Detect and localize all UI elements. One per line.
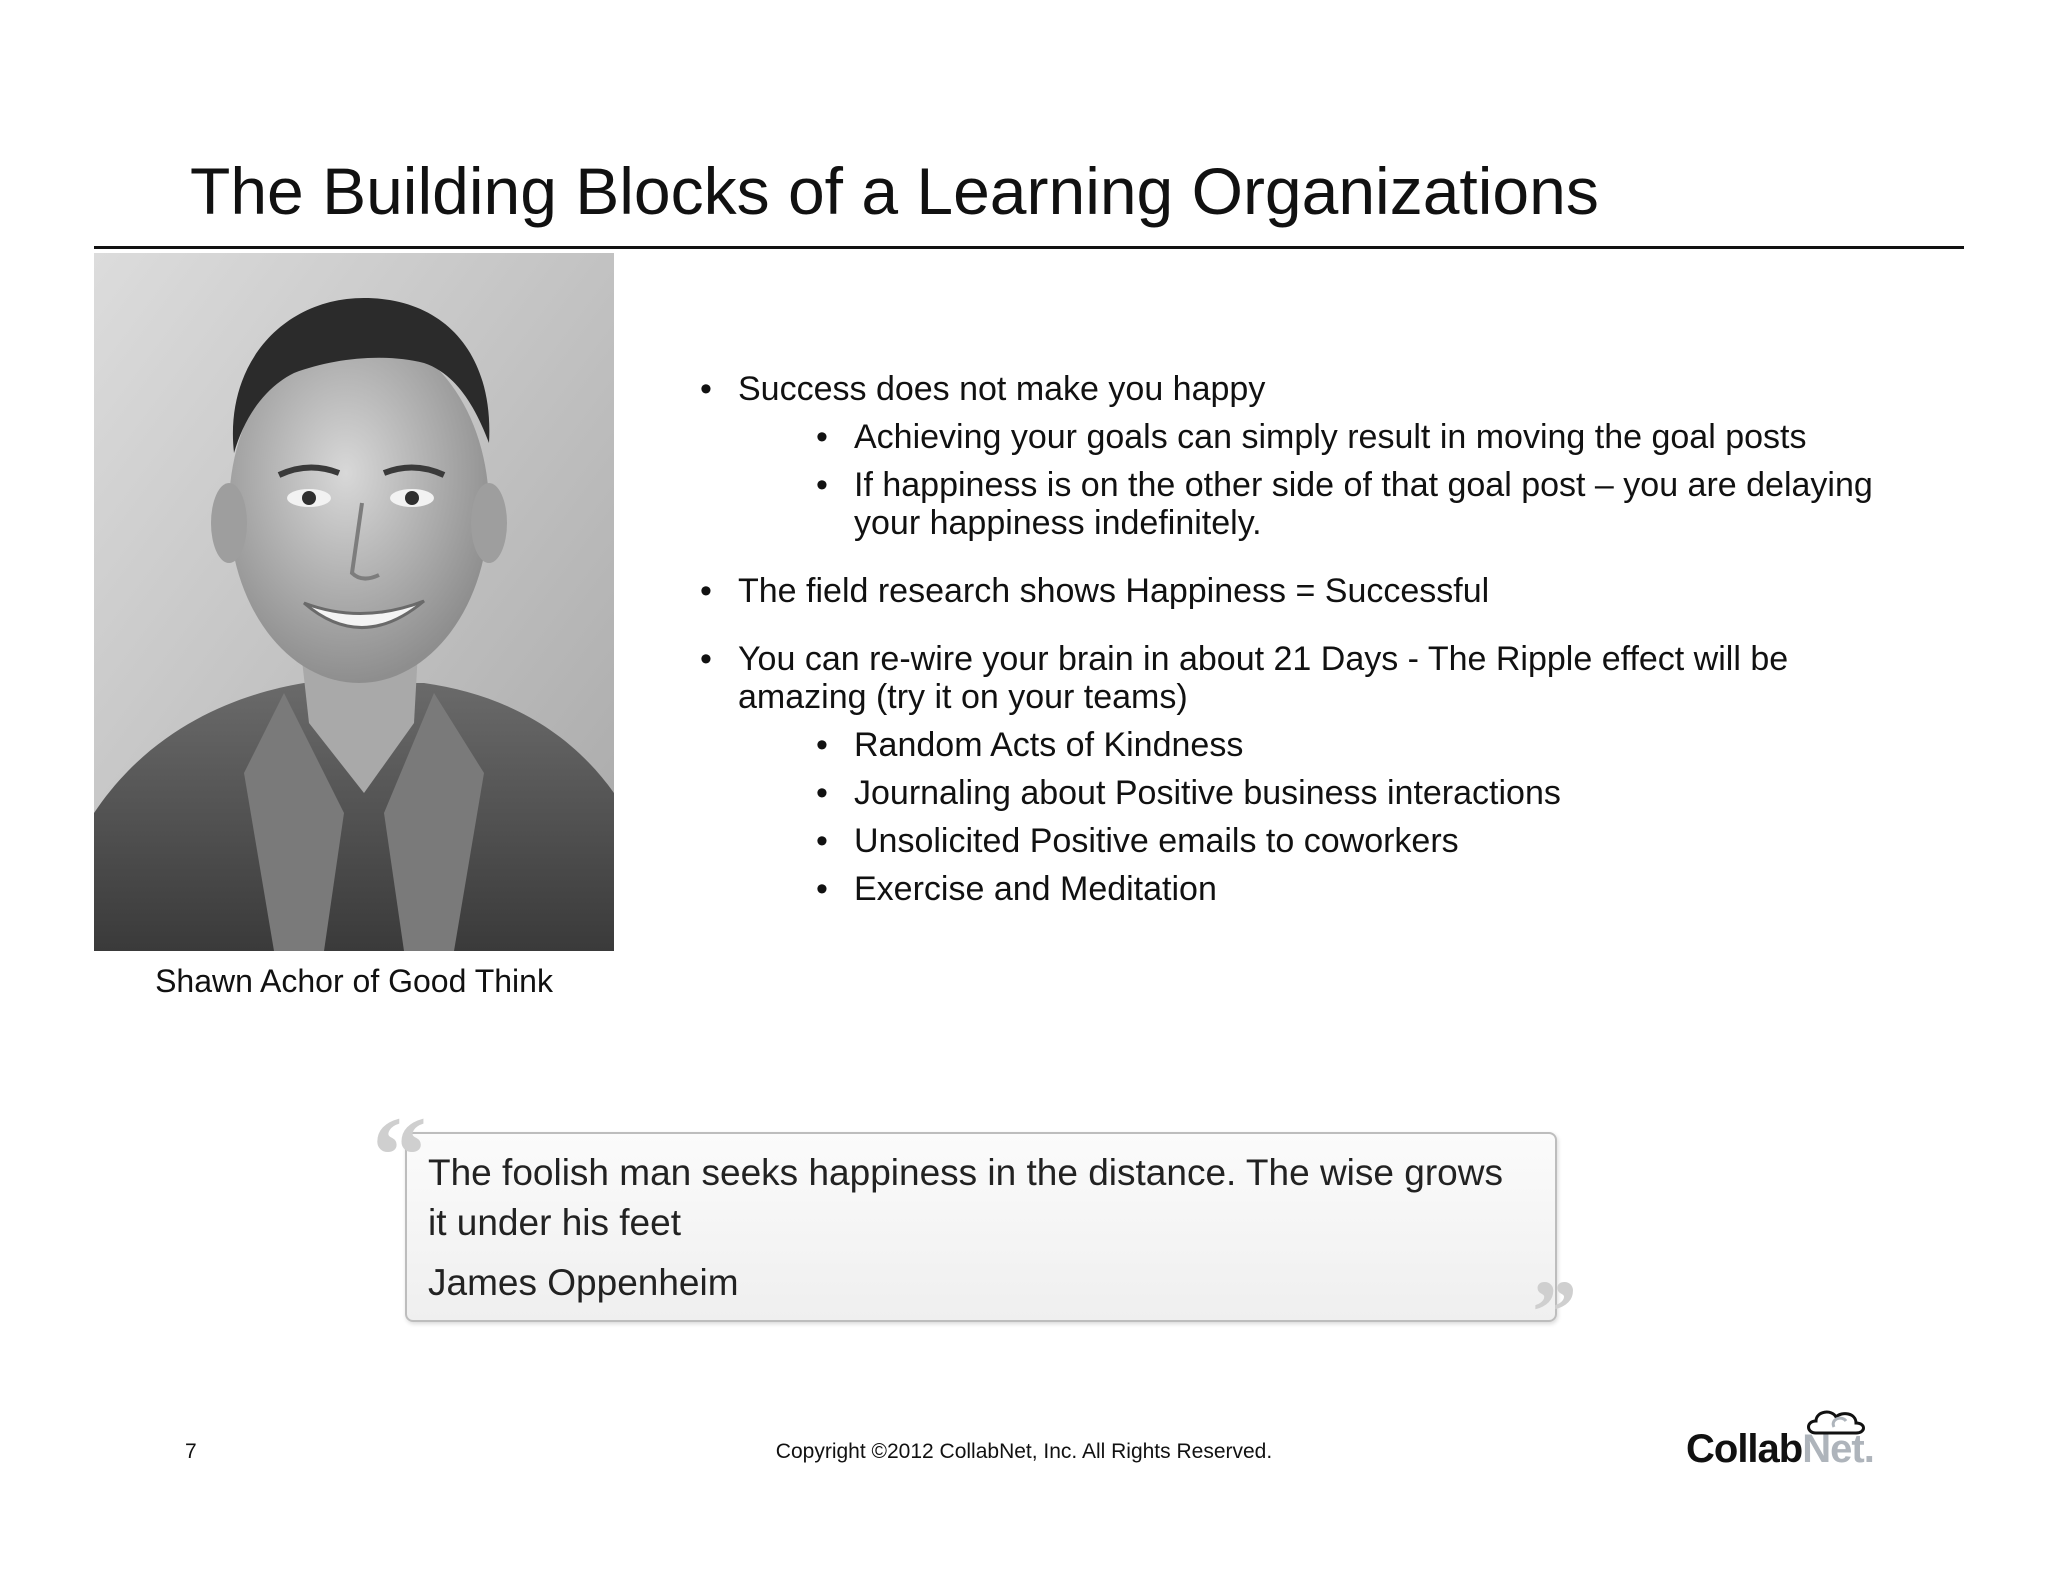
copyright-notice: Copyright ©2012 CollabNet, Inc. All Rights Reserved.	[775, 1440, 1273, 1463]
bullet-item	[700, 870, 1900, 908]
page-number: 7	[185, 1440, 197, 1463]
bullet-dot-icon: •	[700, 640, 712, 678]
portrait-illustration	[94, 253, 614, 951]
logo-wordmark	[1686, 1427, 1874, 1472]
bullet-text: Exercise and Meditation	[854, 870, 1217, 908]
bullet-item	[700, 418, 1900, 456]
bullet-item	[700, 822, 1900, 860]
bullet-item	[700, 774, 1900, 812]
bullet-text: Achieving your goals can simply result in moving the goal posts	[854, 418, 1807, 456]
bullet-item	[700, 370, 1900, 408]
quote-text: The foolish man seeks happiness in the distance. The wise grows it under his feet	[428, 1152, 1503, 1243]
bullet-dot-icon: •	[700, 572, 712, 610]
open-quote-icon: “	[372, 1094, 427, 1216]
bullet-text: Success does not make you happy	[738, 370, 1266, 408]
bullet-list	[700, 370, 1900, 908]
bullet-dot-icon: •	[700, 370, 712, 408]
bullet-dot-icon: •	[816, 726, 828, 764]
portrait-photo	[94, 253, 614, 951]
bullet-dot-icon: •	[816, 774, 828, 812]
bullet-dot-icon: •	[816, 466, 828, 504]
photo-caption: Shawn Achor of Good Think	[155, 963, 553, 999]
bullet-text: You can re-wire your brain in about 21 Days - The Ripple effect will be amazing (try it on your teams)	[738, 640, 1789, 716]
bullet-item	[700, 726, 1900, 764]
bullet-dot-icon: •	[816, 822, 828, 860]
bullet-item	[700, 640, 1878, 716]
close-quote-icon: ”	[1532, 1263, 1577, 1362]
quote-author: James Oppenheim	[428, 1262, 739, 1303]
bullet-item	[700, 572, 1900, 610]
logo-collab-text: Collab	[1686, 1427, 1803, 1471]
logo-net-text: Net.	[1802, 1427, 1874, 1471]
bullet-text: Random Acts of Kindness	[854, 726, 1244, 764]
collabnet-logo	[1686, 1405, 1886, 1475]
bullet-item	[700, 466, 1914, 542]
bullet-text: Unsolicited Positive emails to coworkers	[854, 822, 1459, 860]
bullet-text: If happiness is on the other side of that goal post – you are delaying your happiness indefinitely.	[854, 466, 1873, 542]
slide-title: The Building Blocks of a Learning Organizations	[190, 154, 1599, 228]
bullet-dot-icon: •	[816, 870, 828, 908]
bullet-text: The field research shows Happiness = Successful	[738, 572, 1490, 610]
bullet-dot-icon: •	[816, 418, 828, 456]
bullet-text: Journaling about Positive business interactions	[854, 774, 1561, 812]
title-divider	[94, 246, 1964, 249]
